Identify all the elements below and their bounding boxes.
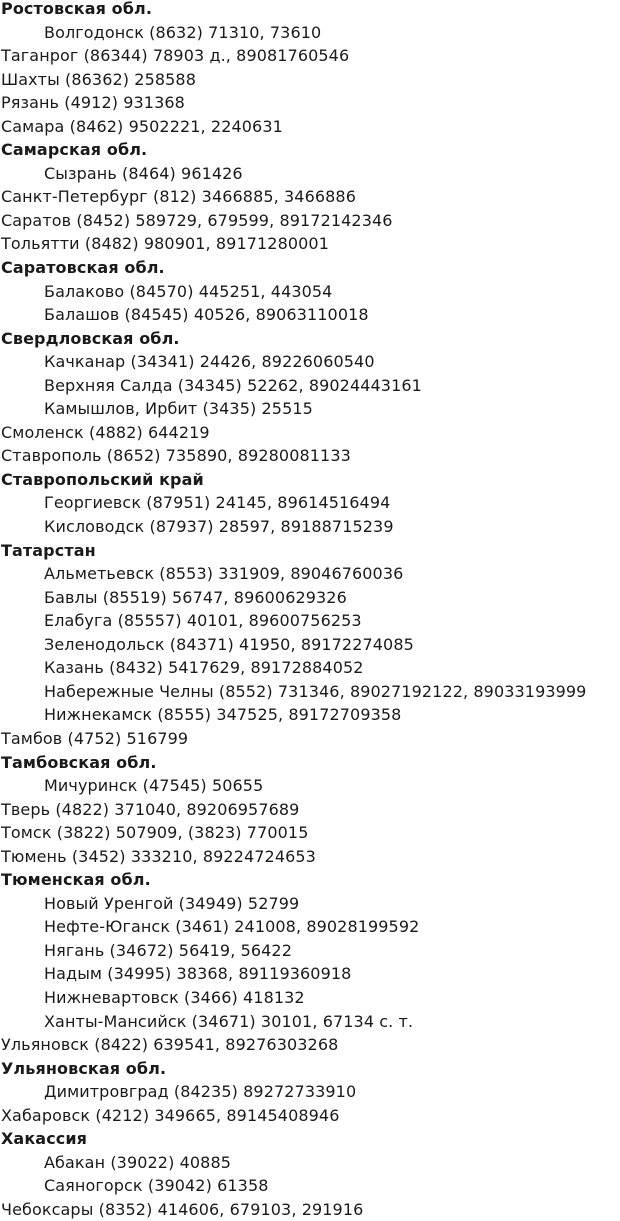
region-heading: Ульяновская обл. bbox=[1, 1058, 167, 1078]
city-entry: Смоленск (4882) 644219 bbox=[1, 422, 210, 442]
city-entry: Хабаровск (4212) 349665, 89145408946 bbox=[1, 1105, 340, 1125]
sub-city-entry: Нижнекамск (8555) 347525, 89172709358 bbox=[44, 705, 402, 725]
sub-city-entry: Волгодонск (8632) 71310, 73610 bbox=[44, 22, 322, 42]
region-heading: Ростовская обл. bbox=[1, 0, 153, 18]
city-entry: Тверь (4822) 371040, 89206957689 bbox=[1, 799, 300, 819]
sub-city-entry: Сызрань (8464) 961426 bbox=[44, 163, 243, 183]
city-entry: Тюмень (3452) 333210, 89224724653 bbox=[1, 846, 316, 866]
region-heading: Татарстан bbox=[1, 540, 96, 560]
city-entry: Саратов (8452) 589729, 679599, 89172142346 bbox=[1, 210, 393, 230]
sub-city-entry: Зеленодольск (84371) 41950, 89172274085 bbox=[44, 634, 414, 654]
city-entry: Чебоксары (8352) 414606, 679103, 291916 bbox=[1, 1199, 364, 1219]
sub-city-entry: Качканар (34341) 24426, 89226060540 bbox=[44, 352, 375, 372]
region-heading: Хакассия bbox=[1, 1129, 88, 1149]
sub-city-entry: Ханты-Мансийск (34671) 30101, 67134 с. т. bbox=[44, 1011, 414, 1031]
region-heading: Ставропольский край bbox=[1, 469, 204, 489]
sub-city-entry: Нижневартовск (3466) 418132 bbox=[44, 987, 305, 1007]
sub-city-entry: Мичуринск (47545) 50655 bbox=[44, 776, 264, 796]
sub-city-entry: Балаково (84570) 445251, 443054 bbox=[44, 281, 333, 301]
sub-city-entry: Нефте-Юганск (3461) 241008, 89028199592 bbox=[44, 917, 420, 937]
city-entry: Тольятти (8482) 980901, 89171280001 bbox=[1, 234, 329, 254]
sub-city-entry: Верхняя Салда (34345) 52262, 89024443161 bbox=[44, 375, 422, 395]
sub-city-entry: Набережные Челны (8552) 731346, 89027192122, 89033193999 bbox=[44, 681, 587, 701]
region-heading: Самарская обл. bbox=[1, 140, 148, 160]
sub-city-entry: Надым (34995) 38368, 89119360918 bbox=[44, 964, 352, 984]
city-entry: Таганрог (86344) 78903 д., 89081760546 bbox=[1, 46, 350, 66]
city-entry: Рязань (4912) 931368 bbox=[1, 93, 185, 113]
city-entry: Санкт-Петербург (812) 3466885, 3466886 bbox=[1, 187, 356, 207]
city-entry: Томск (3822) 507909, (3823) 770015 bbox=[1, 823, 309, 843]
region-heading: Свердловская обл. bbox=[1, 328, 180, 348]
sub-city-entry: Саяногорск (39042) 61358 bbox=[44, 1176, 269, 1196]
sub-city-entry: Альметьевск (8553) 331909, 89046760036 bbox=[44, 564, 404, 584]
sub-city-entry: Балашов (84545) 40526, 89063110018 bbox=[44, 305, 369, 325]
city-entry: Шахты (86362) 258588 bbox=[1, 69, 196, 89]
sub-city-entry: Камышлов, Ирбит (3435) 25515 bbox=[44, 399, 313, 419]
sub-city-entry: Димитровград (84235) 89272733910 bbox=[44, 1082, 357, 1102]
region-heading: Тюменская обл. bbox=[1, 870, 151, 890]
region-heading: Тамбовская обл. bbox=[1, 752, 157, 772]
sub-city-entry: Новый Уренгой (34949) 52799 bbox=[44, 893, 300, 913]
sub-city-entry: Нягань (34672) 56419, 56422 bbox=[44, 940, 292, 960]
city-entry: Ставрополь (8652) 735890, 89280081133 bbox=[1, 446, 351, 466]
sub-city-entry: Казань (8432) 5417629, 89172884052 bbox=[44, 658, 364, 678]
sub-city-entry: Елабуга (85557) 40101, 89600756253 bbox=[44, 611, 362, 631]
city-entry: Самара (8462) 9502221, 2240631 bbox=[1, 116, 283, 136]
region-heading: Саратовская обл. bbox=[1, 258, 165, 278]
city-entry: Ульяновск (8422) 639541, 89276303268 bbox=[1, 1035, 339, 1055]
sub-city-entry: Бавлы (85519) 56747, 89600629326 bbox=[44, 587, 347, 607]
city-entry: Тамбов (4752) 516799 bbox=[1, 728, 189, 748]
sub-city-entry: Георгиевск (87951) 24145, 89614516494 bbox=[44, 493, 391, 513]
sub-city-entry: Кисловодск (87937) 28597, 89188715239 bbox=[44, 517, 394, 537]
sub-city-entry: Абакан (39022) 40885 bbox=[44, 1152, 231, 1172]
